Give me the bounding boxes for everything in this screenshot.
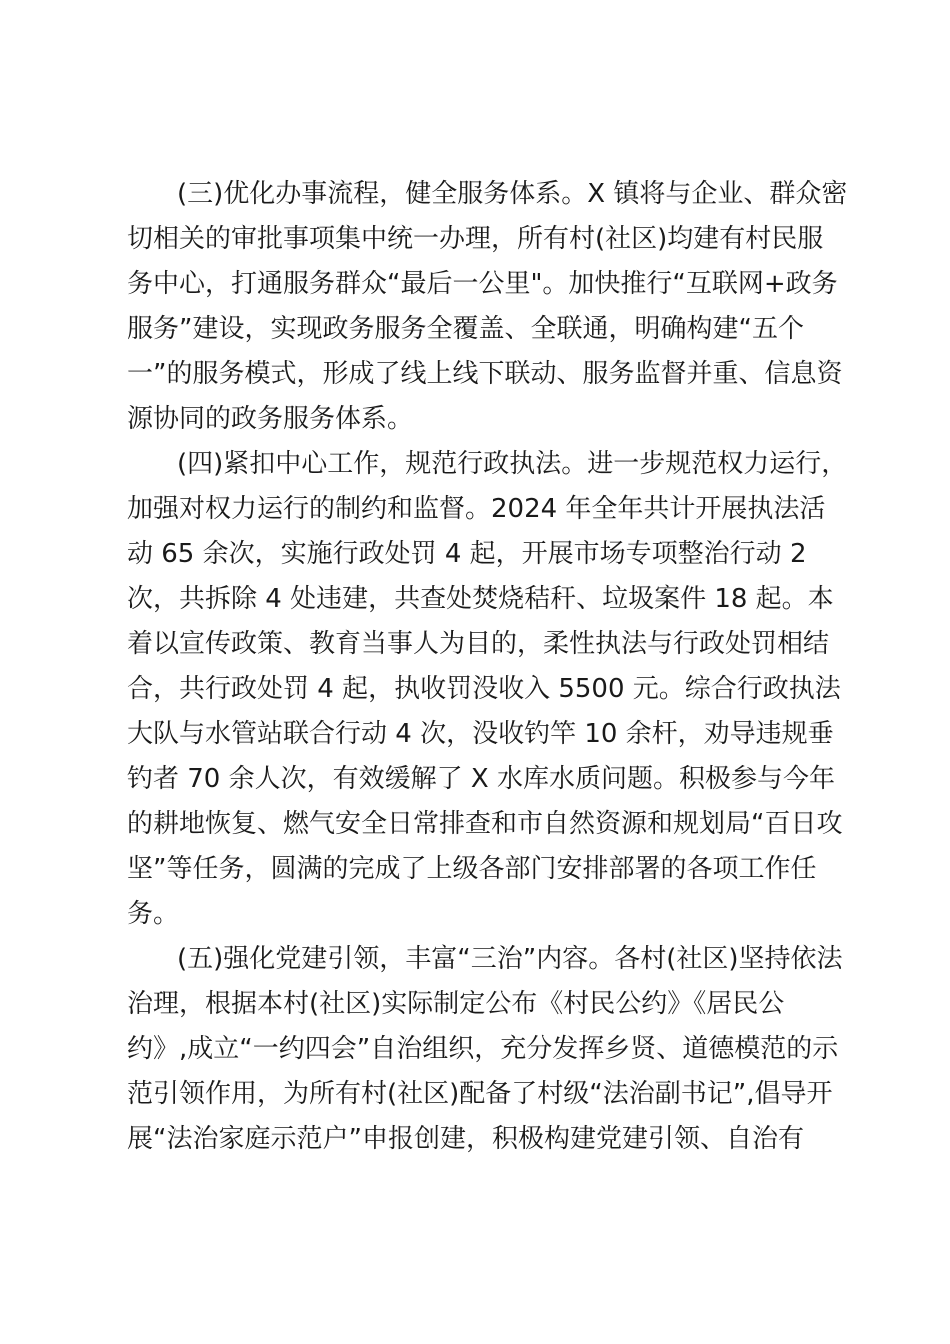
paragraph-4-line-4: 次，共拆除 4 处违建，共查处焚烧秸秆、垃圾案件 18 起。本 [127, 584, 834, 614]
paragraph-4-line-2: 加强对权力运行的制约和监督。2024 年全年共计开展执法活 [127, 494, 826, 524]
paragraph-5-line-1: (五)强化党建引领，丰富“三治”内容。各村(社区)坚持依法 [177, 944, 843, 974]
paragraph-3-line-4: 服务”建设，实现政务服务全覆盖、全联通，明确构建“五个 [127, 314, 804, 344]
paragraph-3-line-3: 务中心，打通服务群众“最后一公里"。加快推行“互联网+政务 [127, 269, 838, 299]
paragraph-4-line-11: 务。 [127, 899, 180, 929]
paragraph-3-line-5: 一”的服务模式，形成了线上线下联动、服务监督并重、信息资 [127, 359, 843, 389]
paragraph-3-line-6: 源协同的政务服务体系。 [127, 404, 414, 434]
paragraph-4-line-3: 动 65 余次，实施行政处罚 4 起，开展市场专项整治行动 2 [127, 539, 807, 569]
paragraph-5-line-5: 展“法治家庭示范户”申报创建，积极构建党建引领、自治有 [127, 1124, 804, 1154]
document-body [127, 172, 848, 1162]
paragraph-4-line-10: 坚”等任务，圆满的完成了上级各部门安排部署的各项工作任 [127, 854, 817, 884]
paragraph-5-line-2: 治理，根据本村(社区)实际制定公布《村民公约》《居民公 [127, 989, 785, 1019]
paragraph-3-line-1: (三)优化办事流程，健全服务体系。X 镇将与企业、群众密 [177, 179, 848, 209]
paragraph-4-line-9: 的耕地恢复、燃气安全日常排查和市自然资源和规划局“百日攻 [127, 809, 843, 839]
paragraph-4-line-7: 大队与水管站联合行动 4 次，没收钓竿 10 余杆，劝导违规垂 [127, 719, 834, 749]
paragraph-3-line-2: 切相关的审批事项集中统一办理，所有村(社区)均建有村民服 [127, 224, 824, 254]
paragraph-5-line-3: 约》,成立“一约四会”自治组织，充分发挥乡贤、道德模范的示 [127, 1034, 839, 1064]
paragraph-4-line-5: 着以宣传政策、教育当事人为目的，柔性执法与行政处罚相结 [127, 629, 830, 659]
paragraph-5-line-4: 范引领作用，为所有村(社区)配备了村级“法治副书记”,倡导开 [127, 1079, 833, 1109]
paragraph-4-line-6: 合，共行政处罚 4 起，执收罚没收入 5500 元。综合行政执法 [127, 674, 841, 704]
paragraph-4-line-1: (四)紧扣中心工作，规范行政执法。进一步规范权力运行， [177, 449, 848, 479]
paragraph-4-line-8: 钓者 70 余人次，有效缓解了 X 水库水质问题。积极参与今年 [127, 764, 835, 794]
